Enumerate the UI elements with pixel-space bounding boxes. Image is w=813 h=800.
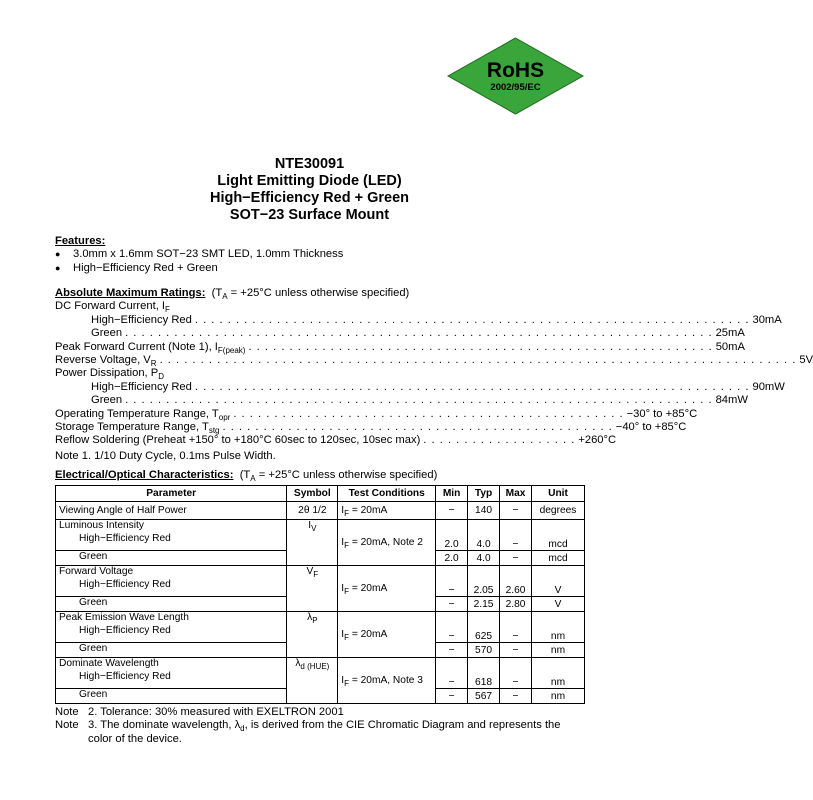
unit-cell: nm xyxy=(532,658,585,689)
abs-heading-line xyxy=(55,287,585,300)
max-cell: 2.60 xyxy=(500,566,532,597)
abs-note-1: Note 1. 1/10 Duty Cycle, 0.1ms Pulse Width. xyxy=(55,449,276,462)
max-cell: − xyxy=(500,689,532,704)
param-cell: Green xyxy=(56,597,287,612)
rating-row: Green . . . . . . . . . . . . . . . . . . . . . . . . . . . . . . . . . . . . . . . . . . . . . . . . . . . . . . . . . . . . . . . . . . . . . . . . 25mA xyxy=(91,327,745,340)
symbol-cell: $V_F$ xyxy=(287,566,338,612)
unit-cell: nm xyxy=(532,643,585,658)
part-number: NTE30091 xyxy=(274,156,345,172)
column-header: Unit xyxy=(532,486,585,502)
unit-cell: mcd xyxy=(532,551,585,566)
min-cell: − xyxy=(436,502,468,520)
typ-cell: 4.0 xyxy=(468,551,500,566)
max-cell: − xyxy=(500,643,532,658)
max-cell: − xyxy=(500,520,532,551)
eo-condition: ($T_A = +25^\circ C$ unless otherwise specified) xyxy=(239,469,438,484)
max-cell: − xyxy=(500,612,532,643)
column-header: Symbol xyxy=(287,486,338,502)
rating-row: Operating Temperature Range, $T_{opr}$ . . . . . . . . . . . . . . . . . . . . . . . . . . . . . . . . . . . . . . . . . . . . . . . . −30° to +85°C xyxy=(55,407,698,422)
param-cell: Green xyxy=(56,643,287,658)
title-line-4: SOT−23 Surface Mount xyxy=(229,207,390,223)
table-row xyxy=(56,612,585,643)
max-cell: − xyxy=(500,551,532,566)
param-cell: Peak Emission Wave Length High−Efficiency Red xyxy=(56,612,287,643)
param-cell: Green xyxy=(56,551,287,566)
abs-condition: ($T_A = +25^\circ C$ unless otherwise specified) xyxy=(211,287,410,302)
column-header: Min xyxy=(436,486,468,502)
table-header-row xyxy=(56,486,585,502)
power-dissipation-label: Power Dissipation, $P_D$ xyxy=(55,367,164,382)
column-header: Test Conditions xyxy=(338,486,436,502)
param-cell: Dominate Wavelength High−Efficiency Red xyxy=(56,658,287,689)
typ-cell: 2.05 xyxy=(468,566,500,597)
typ-cell: 567 xyxy=(468,689,500,704)
rating-row: Green . . . . . . . . . . . . . . . . . . . . . . . . . . . . . . . . . . . . . . . . . . . . . . . . . . . . . . . . . . . . . . . . . . . . . . . . 84mW xyxy=(91,394,748,407)
feature-item: ● 3.0mm x 1.6mm SOT−23 SMT LED, 1.0mm Thickness xyxy=(55,248,585,261)
eo-heading-line xyxy=(55,469,585,482)
param-cell: Viewing Angle of Half Power xyxy=(56,502,287,520)
abs-heading: Absolute Maximum Ratings: xyxy=(55,287,206,299)
param-cell: Green xyxy=(56,689,287,704)
unit-cell: nm xyxy=(532,612,585,643)
rating-row: High−Efficiency Red . . . . . . . . . . . . . . . . . . . . . . . . . . . . . . . . . . . . . . . . . . . . . . . . . . . . . . . . . . . . . . . . . . . . 90mW xyxy=(91,380,785,393)
table-row xyxy=(56,658,585,689)
symbol-cell: $\lambda_P$ xyxy=(287,612,338,658)
max-cell: 2.80 xyxy=(500,597,532,612)
rating-row: Storage Temperature Range, $T_{stg}$ . . . . . . . . . . . . . . . . . . . . . . . . . . . . . . . . . . . . . . . . . . . . . . . . −40° to +85°C xyxy=(55,421,687,436)
rating-row: Reflow Soldering (Preheat +150° to +180°C 60sec to 120sec, 10sec max) . . . . . . . . . . . . . . . . . . . +260°C xyxy=(55,434,617,447)
rohs-title: RoHS xyxy=(486,59,545,82)
abs-max-section xyxy=(55,287,813,463)
typ-cell: 140 xyxy=(468,502,500,520)
param-cell: Forward Voltage High−Efficiency Red xyxy=(56,566,287,597)
table-row xyxy=(56,502,585,520)
typ-cell: 618 xyxy=(468,658,500,689)
rohs-badge xyxy=(446,37,585,115)
symbol-cell: 2θ 1/2 xyxy=(287,502,338,520)
min-cell: − xyxy=(436,658,468,689)
title-line-3: High−Efficiency Red + Green xyxy=(209,190,410,206)
min-cell: 2.0 xyxy=(436,520,468,551)
dc-forward-current-label: DC Forward Current, $I_F$ xyxy=(55,300,170,315)
min-cell: 2.0 xyxy=(436,551,468,566)
min-cell: − xyxy=(436,612,468,643)
unit-cell: nm xyxy=(532,689,585,704)
feature-item: ● High−Efficiency Red + Green xyxy=(55,262,585,275)
unit-cell: degrees xyxy=(532,502,585,520)
note-3: Note 3. The dominate wavelength, $\lambda_d$, is derived from the CIE Chromatic Diagram and represents the color of the device. xyxy=(55,719,561,745)
eo-characteristics-table xyxy=(55,485,585,704)
unit-cell: V xyxy=(532,566,585,597)
eo-heading: Electrical/Optical Characteristics: xyxy=(55,469,234,481)
rating-row: Reverse Voltage, $V_R$ . . . . . . . . . . . . . . . . . . . . . . . . . . . . . . . . . . . . . . . . . . . . . . . . . . . . . . . . . . . . . . . . . . . . . . . . . . . . . . 5V xyxy=(55,354,813,369)
rating-row: High−Efficiency Red . . . . . . . . . . . . . . . . . . . . . . . . . . . . . . . . . . . . . . . . . . . . . . . . . . . . . . . . . . . . . . . . . . . . 30mA xyxy=(91,313,782,326)
param-cell: Luminous Intensity High−Efficiency Red xyxy=(56,520,287,551)
document-title xyxy=(0,156,619,224)
note-2: Note 2. Tolerance: 30% measured with EXELTRON 2001 xyxy=(55,706,344,718)
min-cell: − xyxy=(436,566,468,597)
title-line-2: Light Emitting Diode (LED) xyxy=(217,173,402,189)
column-header: Parameter xyxy=(56,486,287,502)
table-row xyxy=(56,566,585,597)
max-cell: − xyxy=(500,502,532,520)
unit-cell: V xyxy=(532,597,585,612)
min-cell: − xyxy=(436,597,468,612)
condition-cell: $I_F = 20mA$ xyxy=(338,502,436,520)
min-cell: − xyxy=(436,643,468,658)
features-heading: Features: xyxy=(55,235,106,247)
condition-cell: $I_F = 20mA$, Note 3 xyxy=(338,658,436,704)
symbol-cell: $I_V$ xyxy=(287,520,338,566)
condition-cell: $I_F = 20mA$ xyxy=(338,612,436,658)
rohs-subtitle: 2002/95/EC xyxy=(490,82,541,93)
column-header: Max xyxy=(500,486,532,502)
typ-cell: 2.15 xyxy=(468,597,500,612)
symbol-cell: $\lambda_{d (HUE)}$ xyxy=(287,658,338,704)
table-notes xyxy=(55,706,585,746)
column-header: Typ xyxy=(468,486,500,502)
min-cell: − xyxy=(436,689,468,704)
max-cell: − xyxy=(500,658,532,689)
rating-row: Peak Forward Current (Note 1), $I_{F(peak)}$ . . . . . . . . . . . . . . . . . . . . . . . . . . . . . . . . . . . . . . . . . . . . . . . . . . . . . . . . . 50mA xyxy=(55,340,745,355)
typ-cell: 4.0 xyxy=(468,520,500,551)
table-row xyxy=(56,520,585,551)
typ-cell: 625 xyxy=(468,612,500,643)
typ-cell: 570 xyxy=(468,643,500,658)
condition-cell: $I_F = 20mA$ xyxy=(338,566,436,612)
condition-cell: $I_F = 20mA$, Note 2 xyxy=(338,520,436,566)
features-section xyxy=(55,235,585,275)
unit-cell: mcd xyxy=(532,520,585,551)
